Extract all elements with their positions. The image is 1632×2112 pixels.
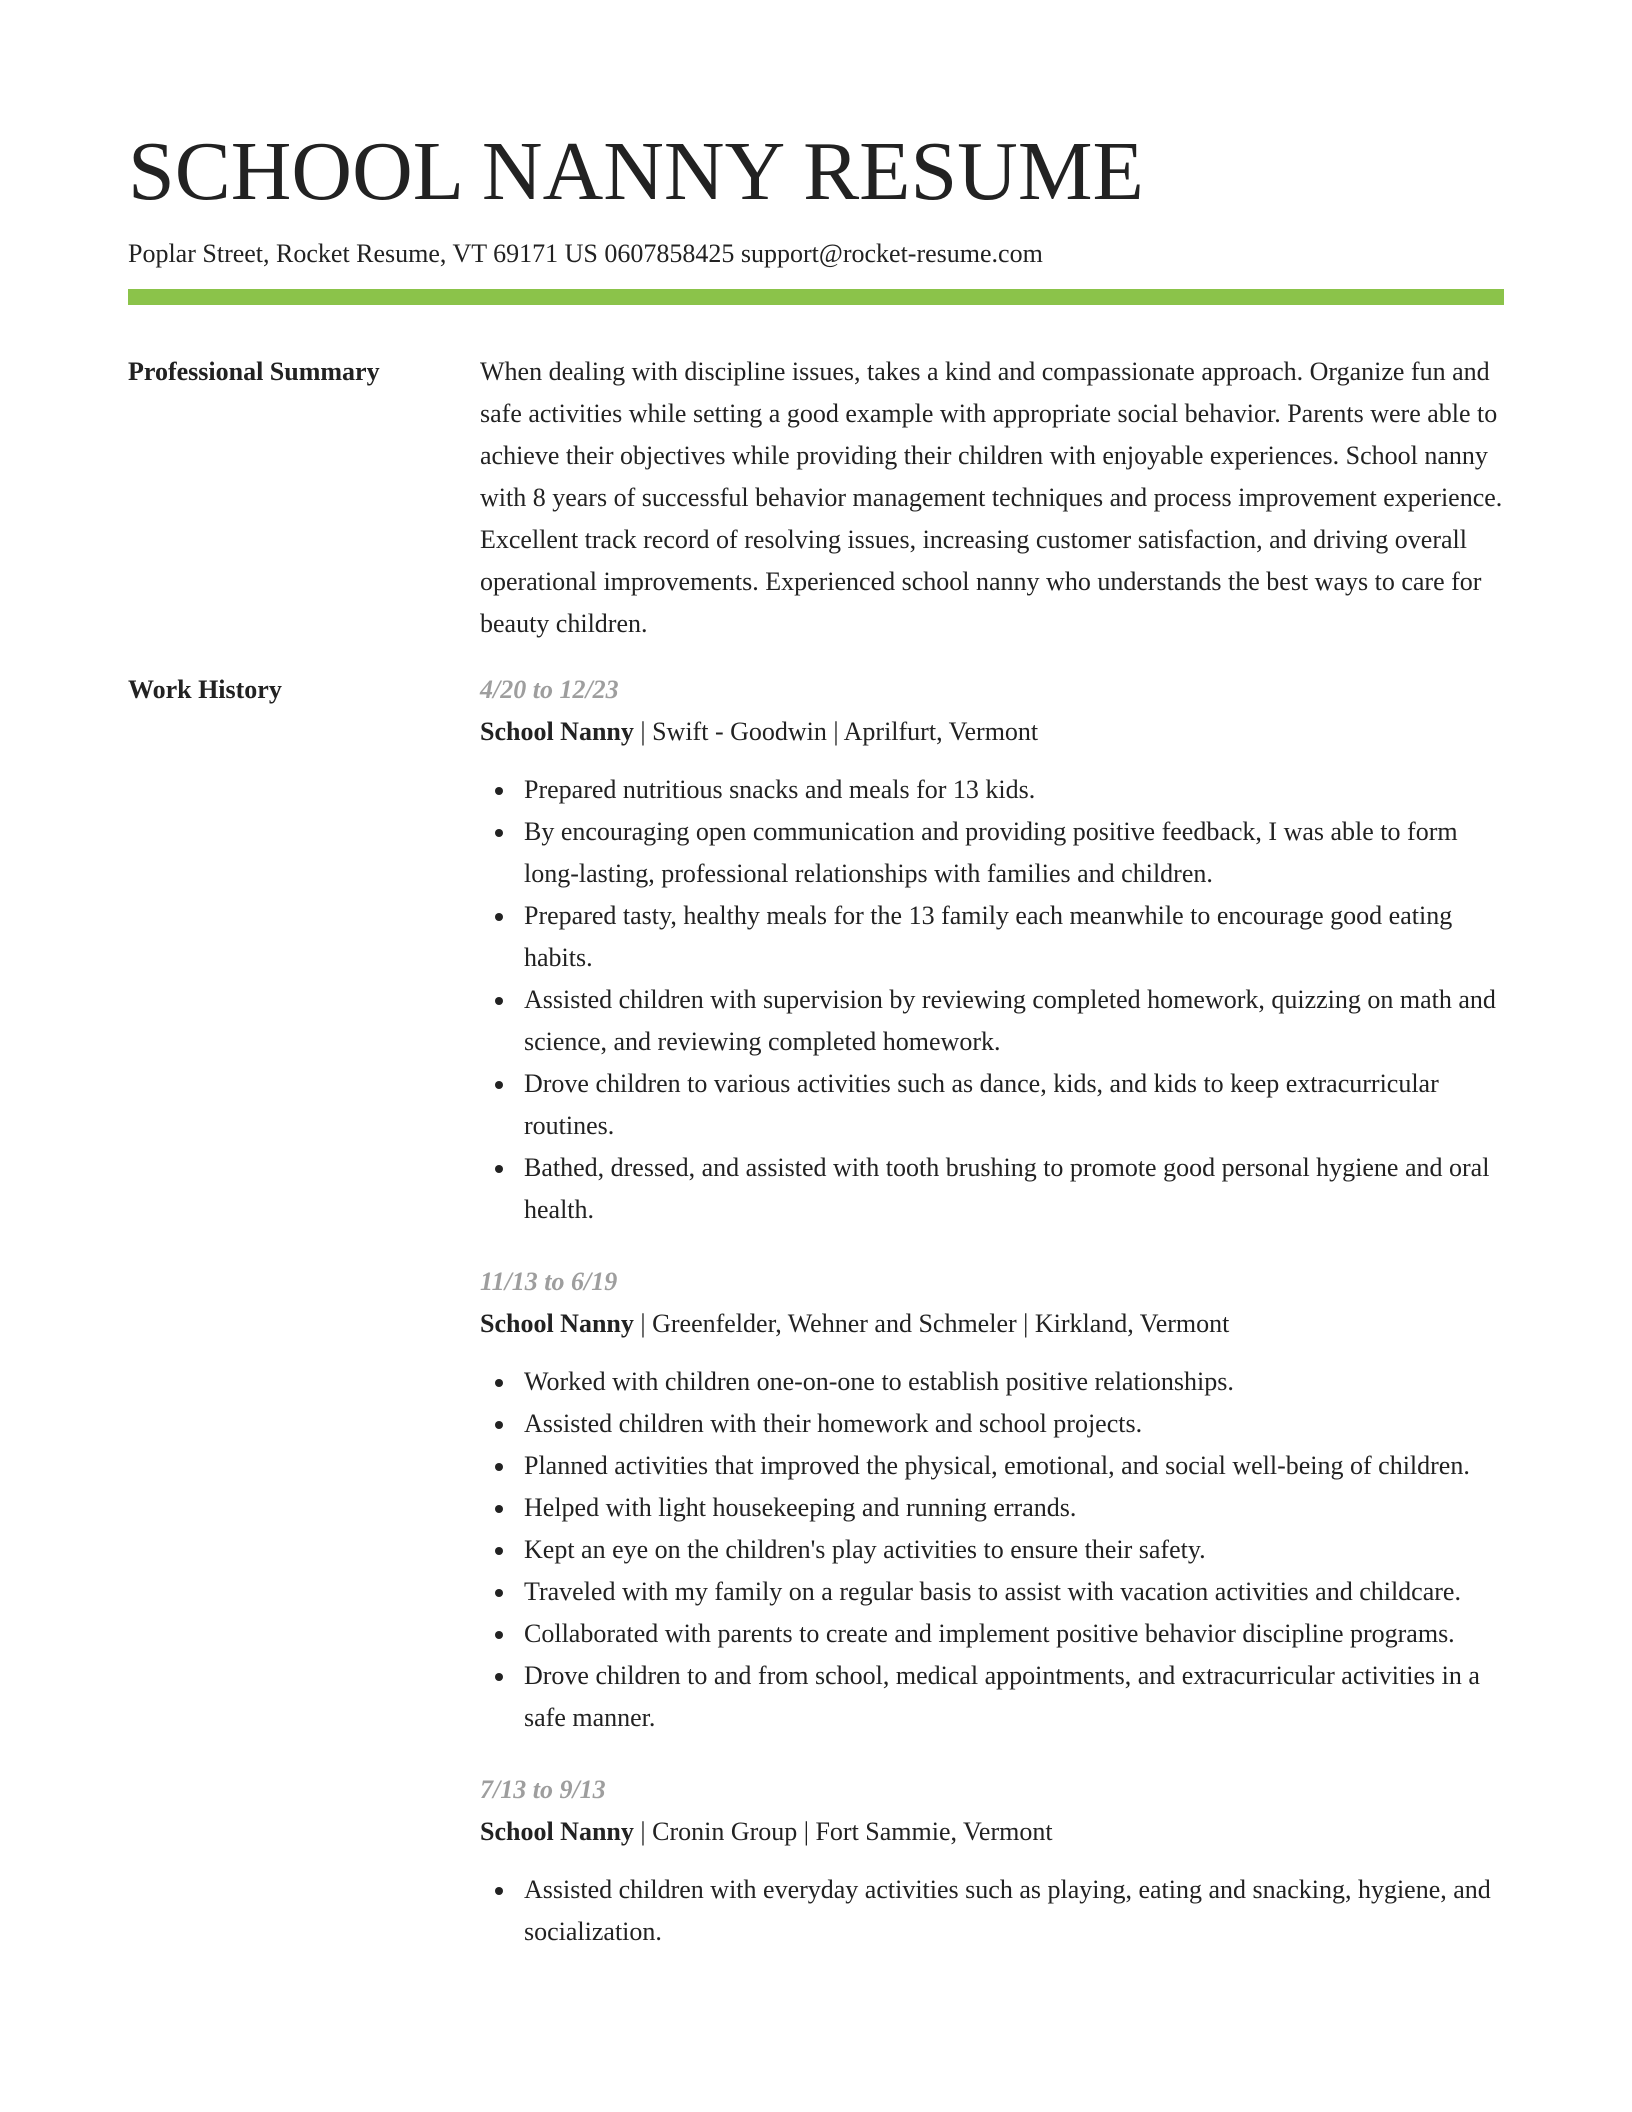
- job-bullet: By encouraging open communication and providing positive feedback, I was able to form long-lasting, professional relationships with families and children.: [480, 811, 1504, 895]
- job-bullet: Assisted children with supervision by reviewing completed homework, quizzing on math and science, and reviewing completed homework.: [480, 979, 1504, 1063]
- job-bullet: Assisted children with their homework and school projects.: [480, 1403, 1504, 1445]
- job-bullet: Helped with light housekeeping and running errands.: [480, 1487, 1504, 1529]
- job-bullet: Prepared nutritious snacks and meals for 13 kids.: [480, 769, 1504, 811]
- job-bullet: Bathed, dressed, and assisted with tooth brushing to promote good personal hygiene and oral health.: [480, 1147, 1504, 1231]
- job-title: School Nanny: [480, 1817, 634, 1846]
- accent-divider: [128, 289, 1504, 305]
- job-bullet: Assisted children with everyday activities such as playing, eating and snacking, hygiene, and socialization.: [480, 1869, 1504, 1953]
- job-bullet: Traveled with my family on a regular basis to assist with vacation activities and childcare.: [480, 1571, 1504, 1613]
- job-entry: [480, 1261, 1504, 1739]
- job-employer-location: | Greenfelder, Wehner and Schmeler | Kirkland, Vermont: [633, 1309, 1230, 1338]
- job-heading: [480, 1811, 1504, 1853]
- work-history-body: [480, 669, 1504, 1983]
- job-bullet: Drove children to and from school, medical appointments, and extracurricular activities in a safe manner.: [480, 1655, 1504, 1739]
- job-heading: [480, 711, 1504, 753]
- job-dates: 11/13 to 6/19: [480, 1267, 618, 1296]
- job-bullet-list: [480, 1361, 1504, 1739]
- summary-body: [480, 351, 1504, 645]
- job-bullet-list: [480, 1869, 1504, 1953]
- resume-title: SCHOOL NANNY RESUME: [128, 125, 1144, 218]
- job-dates: 4/20 to 12/23: [480, 675, 619, 704]
- contact-line: Poplar Street, Rocket Resume, VT 69171 US 0607858425 support@rocket-resume.com: [128, 239, 1043, 268]
- job-bullet: Planned activities that improved the physical, emotional, and social well-being of children.: [480, 1445, 1504, 1487]
- section-heading-summary: Professional Summary: [128, 357, 380, 386]
- job-employer-location: | Cronin Group | Fort Sammie, Vermont: [633, 1817, 1053, 1846]
- job-title: School Nanny: [480, 717, 634, 746]
- job-dates: 7/13 to 9/13: [480, 1775, 606, 1804]
- job-bullet: Drove children to various activities such as dance, kids, and kids to keep extracurricular routines.: [480, 1063, 1504, 1147]
- job-employer-location: | Swift - Goodwin | Aprilfurt, Vermont: [633, 717, 1039, 746]
- summary-text: When dealing with discipline issues, takes a kind and compassionate approach. Organize fun and safe activities while setting a good example with appropriate social behavior. Parents were able to achieve their objectives while providing their children with enjoyable experiences. School nanny with 8 years of successful behavior management techniques and process improvement experience. Excellent track record of resolving issues, increasing customer satisfaction, and driving overall operational improvements. Experienced school nanny who understands the best ways to care for beauty children.: [480, 357, 1503, 638]
- job-entry: [480, 1769, 1504, 1953]
- job-entry: [480, 669, 1504, 1231]
- resume-page: [128, 0, 1504, 1983]
- job-bullet: Collaborated with parents to create and implement positive behavior discipline programs.: [480, 1613, 1504, 1655]
- job-heading: [480, 1303, 1504, 1345]
- professional-summary-section: [128, 351, 1504, 645]
- job-bullet: Kept an eye on the children's play activities to ensure their safety.: [480, 1529, 1504, 1571]
- job-bullet-list: [480, 769, 1504, 1231]
- job-bullet: Prepared tasty, healthy meals for the 13 family each meanwhile to encourage good eating habits.: [480, 895, 1504, 979]
- job-title: School Nanny: [480, 1309, 634, 1338]
- section-heading-work-history: Work History: [128, 675, 282, 704]
- job-bullet: Worked with children one-on-one to establish positive relationships.: [480, 1361, 1504, 1403]
- work-history-section: [128, 669, 1504, 1983]
